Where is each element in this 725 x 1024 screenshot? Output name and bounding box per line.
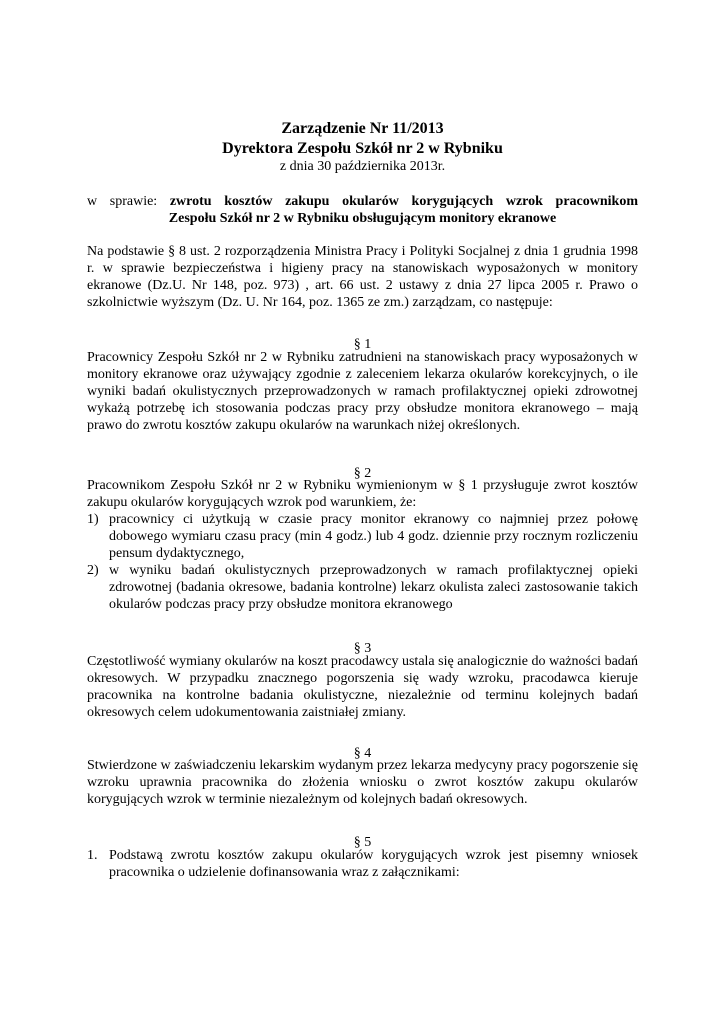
section-3-mark: § 3	[353, 641, 372, 656]
section-1-text: Pracownicy Zespołu Szkół nr 2 w Rybniku zatrudnieni na stanowiskach pracy wyposażonych w monitory ekranowe oraz używający zgodnie z zaleceniem lekarza okularów korekcyjnych, o ile wyniki badań okulistycznych przeprowadzonych w ramach profilaktycznej opieki zdrowotnej wykażą potrzebę ich stosowania podczas pracy przy obsłudze monitora ekranowego – mają prawo do zwrotu kosztów zakupu okularów na warunkach niżej określonych.	[87, 350, 638, 433]
section-1-mark: § 1	[353, 337, 372, 352]
list-item-number: 1.	[87, 848, 98, 863]
subject-text-2: Zespołu Szkół nr 2 w Rybniku obsługującym monitory ekranowe	[168, 211, 557, 226]
subject-text-1: zwrotu kosztów zakupu okularów korygujących wzrok pracownikom	[169, 194, 639, 209]
section-1-body	[87, 349, 638, 434]
section-2-text: Pracownikom Zespołu Szkół nr 2 w Rybniku wymienionym w § 1 przysługuje zwrot kosztów zakupu okularów korygujących wzrok pod warunkiem, że:	[87, 478, 638, 510]
section-5-mark: § 5	[353, 835, 372, 850]
document-header	[87, 119, 638, 175]
title-line-1: Zarządzenie Nr 11/2013	[281, 120, 444, 137]
section-5-list	[87, 847, 638, 881]
section-3-body	[87, 653, 638, 721]
subject-line-1	[87, 193, 638, 210]
preamble	[87, 243, 638, 311]
section-2-mark: § 2	[353, 466, 372, 481]
list-item-text: pracownicy ci użytkują w czasie pracy monitor ekranowy co najmniej przez połowę dobowego wymiaru czasu pracy (min 4 godz.) lub 4 godz. dziennie przy rocznym rozliczeniu pensum dydaktycznego,	[109, 512, 638, 561]
date-line: z dnia 30 października 2013r.	[279, 159, 446, 174]
title-line-2: Dyrektora Zespołu Szkół nr 2 w Rybniku	[222, 140, 503, 157]
section-2-list	[87, 511, 638, 613]
list-item-number: 2)	[87, 563, 99, 578]
section-5-body	[87, 847, 638, 881]
list-item	[87, 847, 638, 881]
section-4-body	[87, 757, 638, 808]
list-item	[87, 562, 638, 613]
preamble-text: Na podstawie § 8 ust. 2 rozporządzenia Ministra Pracy i Polityki Socjalnej z dnia 1 grudnia 1998 r. w sprawie bezpieczeństwa i higieny pracy na stanowiskach wyposażonych w monitory ekranowe (Dz.U. Nr 148, poz. 973) , art. 66 ust. 2 ustawy z dnia 27 lipca 2005 r. Prawo o szkolnictwie wyższym (Dz. U. Nr 164, poz. 1365 ze zm.) zarządzam, co następuje:	[87, 244, 638, 310]
subject-block	[87, 193, 638, 227]
list-item-text: w wyniku badań okulistycznych przeprowadzonych w ramach profilaktycznej opieki zdrowotnej (badania okresowe, badania kontrolne) lekarz okulista zaleci zastosowanie takich okularów podczas pracy przy obsłudze monitora ekranowego	[109, 563, 638, 612]
subject-prefix: w sprawie:	[87, 194, 158, 209]
section-4-text: Stwierdzone w zaświadczeniu lekarskim wydanym przez lekarza medycyny pracy pogorszenie się wzroku uprawnia pracownika do złożenia wniosku o zwrot kosztów zakupu okularów korygujących wzrok w terminie niezależnym od kolejnych badań okresowych.	[87, 758, 638, 807]
list-item	[87, 511, 638, 562]
list-item-text: Podstawą zwrotu kosztów zakupu okularów korygujących wzrok jest pisemny wniosek pracownika o udzielenie dofinansowania wraz z załącznikami:	[109, 848, 638, 880]
section-4-mark: § 4	[353, 746, 372, 761]
list-item-number: 1)	[87, 512, 99, 527]
section-2-body	[87, 477, 638, 613]
section-3-text: Częstotliwość wymiany okularów na koszt pracodawcy ustala się analogicznie do ważności badań okresowych. W przypadku znacznego pogorszenia się wady wzroku, pracodawca kieruje pracownika na kontrolne badania okulistyczne, niezależnie od terminu kolejnych badań okresowych celem udokumentowania zaistniałej zmiany.	[87, 654, 638, 720]
